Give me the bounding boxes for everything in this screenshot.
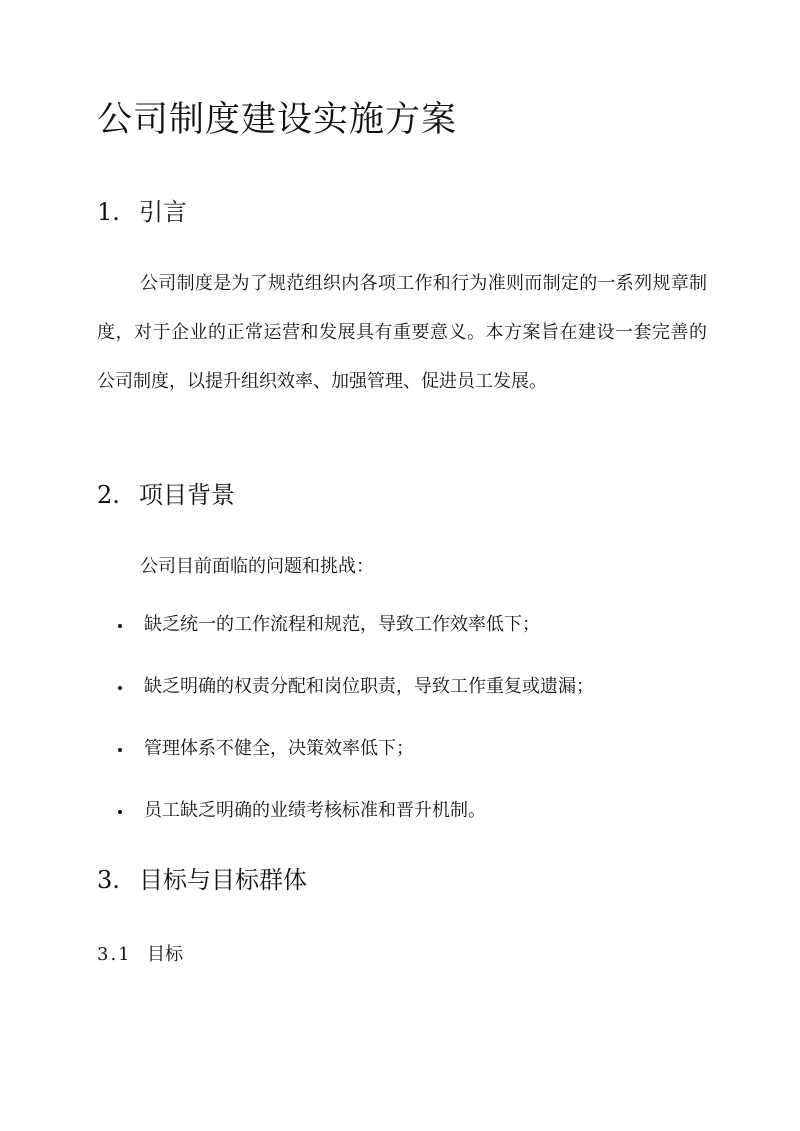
- bullet-icon: [118, 748, 122, 752]
- section-title: 引言: [139, 198, 187, 226]
- bullet-icon: [118, 810, 122, 814]
- bullet-text: 缺乏统一的工作流程和规范，导致工作效率低下；: [144, 614, 540, 635]
- section-number: 3.: [97, 866, 120, 894]
- section-number: 1.: [97, 198, 120, 226]
- subsection-heading-goals: [97, 942, 183, 968]
- section-title: 目标与目标群体: [139, 866, 307, 894]
- section-title: 项目背景: [139, 481, 235, 509]
- document-title: 公司制度建设实施方案: [97, 100, 458, 140]
- bullet-icon: [118, 686, 122, 690]
- subsection-number: 3.1: [97, 944, 132, 965]
- subsection-title: 目标: [147, 944, 183, 965]
- section-heading-background: [97, 479, 235, 511]
- bullet-text: 管理体系不健全，决策效率低下；: [144, 738, 414, 759]
- introduction-paragraph: 公司制度是为了规范组织内各项工作和行为准则而制定的一系列规章制度，对于企业的正常运营和发展具有重要意义。本方案旨在建设一套完善的公司制度，以提升组织效率、加强管理、促进员工发展。: [97, 273, 707, 392]
- background-intro-text: 公司目前面临的问题和挑战：: [140, 556, 374, 577]
- section-heading-introduction: [97, 196, 187, 228]
- section-heading-goals: [97, 864, 307, 896]
- bullet-text: 缺乏明确的权责分配和岗位职责，导致工作重复或遗漏；: [144, 676, 594, 697]
- section-number: 2.: [97, 481, 120, 509]
- bullet-icon: [118, 624, 122, 628]
- bullet-text: 员工缺乏明确的业绩考核标准和晋升机制。: [144, 800, 486, 821]
